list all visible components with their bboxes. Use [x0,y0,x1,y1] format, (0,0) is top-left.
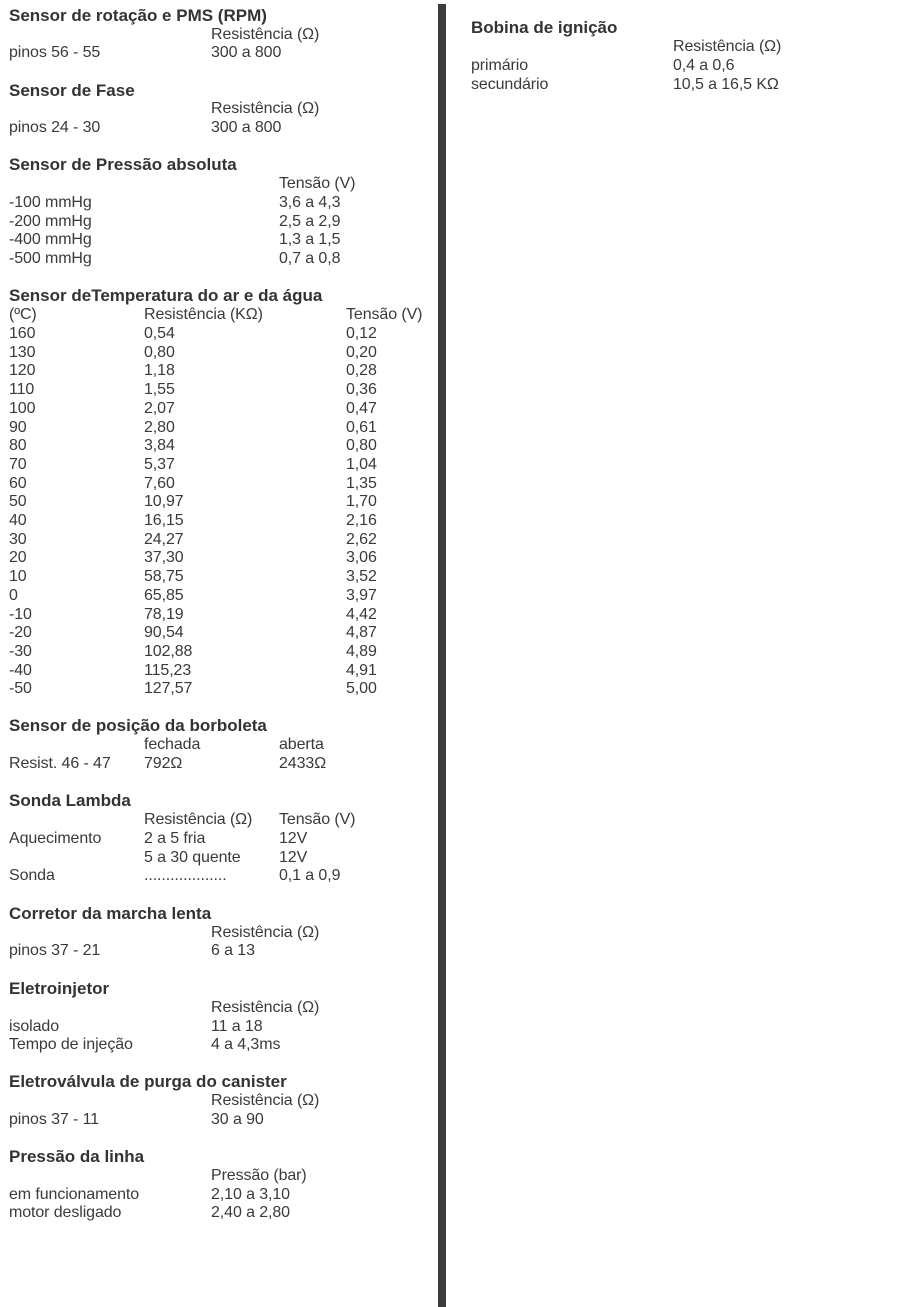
row-temperature: -30 [9,642,32,660]
section-title: Pressão da linha [9,1147,145,1166]
row-temperature: 110 [9,381,35,399]
section-title: Sensor de rotação e PMS (RPM) [9,6,267,25]
column-header-voltage: Tensão (V) [346,306,423,323]
row-resistance: 127,57 [144,680,193,698]
row-voltage: 0,28 [346,362,377,380]
section-title: Bobina de ignição [471,18,618,37]
row-temperature: 10 [9,568,27,586]
row-resistance: 90,54 [144,624,184,642]
column-header: Resistência (Ω) [211,999,320,1016]
row-label: primário [471,57,528,74]
row-resistance: 2 a 5 fria [144,830,206,847]
row-resistance: 3,84 [144,437,175,455]
row-voltage: 0,1 a 0,9 [279,867,341,885]
row-temperature: -10 [9,605,32,623]
column-header: Resistência (Ω) [211,26,320,43]
row-label: isolado [9,1017,60,1035]
row-voltage: 12V [279,830,308,847]
row-voltage: 0,61 [346,418,377,436]
column-divider [438,4,446,1307]
row-voltage: 0,47 [346,399,377,417]
column-header-resistance: Resistência (KΩ) [144,306,263,323]
row-resistance: 16,15 [144,512,184,529]
row-voltage: 4,89 [346,642,377,660]
row-value-open: 2433Ω [279,755,327,772]
row-value: 2,40 a 2,80 [211,1204,290,1222]
row-label: pinos 24 - 30 [9,119,101,136]
row-value: 6 a 13 [211,942,255,959]
row-label: pinos 37 - 21 [9,942,101,959]
row-value: 2,5 a 2,9 [279,212,341,230]
row-resistance: 1,18 [144,362,175,380]
column-header-temperature: (ºC) [9,306,37,323]
row-temperature: 70 [9,455,27,473]
section-title: Sensor de Fase [9,81,135,100]
row-temperature: -50 [9,680,32,698]
row-resistance: 115,23 [144,661,192,679]
section-title: Eletroválvula de purga do canister [9,1072,287,1091]
column-header-closed: fechada [144,736,201,753]
column-header: Resistência (Ω) [673,38,782,55]
row-value: 4 a 4,3ms [211,1036,281,1054]
row-voltage: 5,00 [346,680,377,698]
row-value: 0,7 a 0,8 [279,250,341,268]
column-header-open: aberta [279,736,324,753]
row-temperature: 40 [9,512,27,529]
row-resistance: 102,88 [144,642,193,660]
section-title: Sensor de posição da borboleta [9,716,267,735]
row-voltage: 0,80 [346,437,377,455]
row-voltage: 4,42 [346,605,377,623]
row-voltage: 0,20 [346,343,377,361]
column-header: Tensão (V) [279,175,356,192]
row-temperature: 50 [9,493,27,511]
row-value: 11 a 18 [211,1017,263,1035]
section-title: Sensor de Pressão absoluta [9,155,237,174]
row-value: 1,3 a 1,5 [279,231,341,249]
section-title: Eletroinjetor [9,979,110,998]
row-resistance: 7,60 [144,474,175,492]
row-resistance: 37,30 [144,549,184,567]
row-temperature: 20 [9,549,27,567]
row-label: -100 mmHg [9,194,92,211]
row-temperature: 30 [9,530,27,548]
row-resistance: 24,27 [144,530,184,548]
row-temperature: 0 [9,586,18,604]
row-temperature: 120 [9,362,36,380]
row-value: 300 a 800 [211,119,282,136]
row-resistance: ................... [144,867,227,885]
row-voltage: 1,35 [346,474,377,492]
section-title: Sonda Lambda [9,791,131,810]
row-label: pinos 56 - 55 [9,44,101,61]
row-label: em funcionamento [9,1185,140,1203]
row-label: Sonda [9,867,55,885]
row-value: 2,10 a 3,10 [211,1185,290,1203]
row-temperature: 90 [9,418,27,436]
row-temperature: 160 [9,325,36,342]
row-value: 30 a 90 [211,1110,264,1128]
row-label: motor desligado [9,1204,122,1222]
row-resistance: 58,75 [144,568,184,586]
row-value: 3,6 a 4,3 [279,194,341,211]
row-label: secundário [471,75,549,93]
row-value-closed: 792Ω [144,755,183,772]
row-voltage: 1,70 [346,493,377,511]
row-resistance: 78,19 [144,605,184,623]
section-title: Corretor da marcha lenta [9,904,212,923]
row-label: pinos 37 - 11 [9,1110,100,1128]
column-header: Pressão (bar) [211,1167,307,1184]
row-resistance: 65,85 [144,586,184,604]
row-resistance: 2,07 [144,399,175,417]
row-resistance: 2,80 [144,418,175,436]
row-resistance: 1,55 [144,381,175,399]
row-temperature: -20 [9,624,32,642]
row-temperature: -40 [9,661,32,679]
row-voltage: 3,52 [346,568,377,586]
row-temperature: 60 [9,474,27,492]
row-resistance: 10,97 [144,493,184,511]
row-temperature: 100 [9,399,36,417]
row-voltage: 1,04 [346,455,377,473]
row-label: -200 mmHg [9,212,92,230]
section-title: Sensor deTemperatura do ar e da água [9,286,323,305]
row-resistance: 0,80 [144,343,175,361]
row-voltage: 4,91 [346,661,377,679]
column-header: Resistência (Ω) [211,924,320,941]
row-voltage: 2,62 [346,530,377,548]
row-voltage: 0,36 [346,381,377,399]
column-header: Resistência (Ω) [211,100,320,117]
row-resistance: 5,37 [144,455,175,473]
row-label: Aquecimento [9,830,102,847]
row-value: 300 a 800 [211,44,282,61]
row-label: Tempo de injeção [9,1036,133,1054]
column-header-voltage: Tensão (V) [279,811,356,828]
column-header: Resistência (Ω) [211,1092,320,1109]
row-voltage: 4,87 [346,624,377,642]
row-voltage: 3,97 [346,586,377,604]
row-voltage: 3,06 [346,549,377,567]
row-temperature: 130 [9,343,36,361]
row-label: Resist. 46 - 47 [9,755,111,772]
row-value: 0,4 a 0,6 [673,57,735,74]
row-value: 10,5 a 16,5 KΩ [673,75,779,93]
row-label: -400 mmHg [9,231,92,249]
row-resistance: 5 a 30 quente [144,848,241,866]
row-voltage: 0,12 [346,325,377,342]
row-voltage: 2,16 [346,512,377,529]
row-label: -500 mmHg [9,250,92,268]
column-header-resistance: Resistência (Ω) [144,811,253,828]
row-resistance: 0,54 [144,325,175,342]
row-temperature: 80 [9,437,27,455]
row-voltage: 12V [279,848,308,866]
